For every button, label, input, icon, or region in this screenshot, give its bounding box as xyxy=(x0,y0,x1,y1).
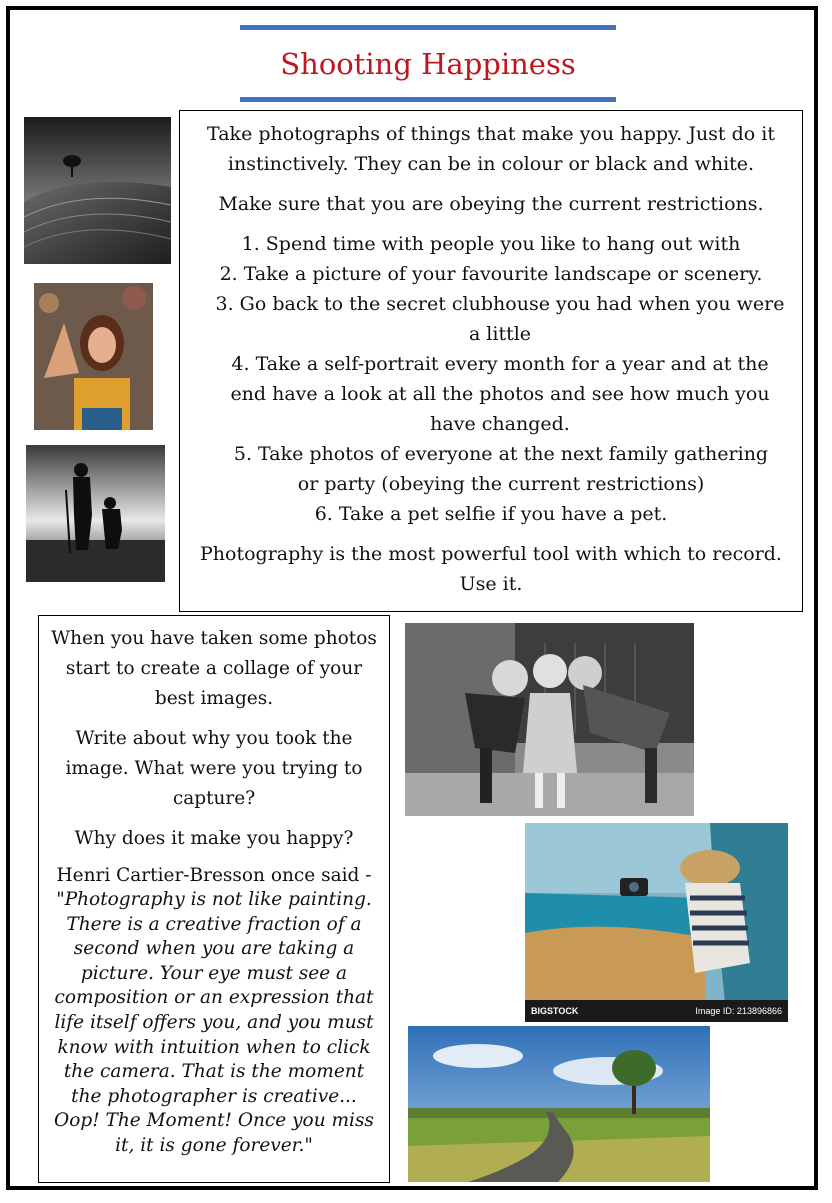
quote-text: "Photography is not like painting. There is a creative fraction of a second when you are taking a picture. Your eye must see a composition or an expression that life itself offers you, and you must know with intuition when to click the camera. That is the moment the photographer is creative... Oop! The Moment! Once you miss it, it is gone forever." xyxy=(54,889,374,1156)
list-item: 3. Go back to the secret clubhouse you had when you were a little xyxy=(215,293,785,345)
why-text: Why does it make you happy? xyxy=(74,828,354,849)
collage-text: When you have taken some photos start to create a collage of your best images. xyxy=(51,628,377,709)
restrictions-text: Make sure that you are obeying the current restrictions. xyxy=(218,193,764,215)
watermark-bar xyxy=(525,1000,788,1022)
list-item: 5. Take photos of everyone at the next family gathering or party (obeying the current restrictions) xyxy=(233,443,769,495)
list-item: 1. Spend time with people you like to hang out with xyxy=(241,233,741,255)
title-rule-bottom xyxy=(240,97,616,102)
title-rule-top xyxy=(240,25,616,30)
photo-woman-car-camera xyxy=(525,823,788,1022)
photo-man-and-child xyxy=(26,445,165,582)
intro-text: Take photographs of things that make you happy. Just do it instinctively. They can be in colour or black and white. xyxy=(207,123,775,175)
write-text: Write about why you took the image. What were you trying to capture? xyxy=(65,728,363,809)
quote-intro: Henri Cartier-Bresson once said - xyxy=(56,865,372,886)
page-title: Shooting Happiness xyxy=(280,47,576,81)
photo-desert-tree xyxy=(24,117,171,264)
list-item: 6. Take a pet selfie if you have a pet. xyxy=(314,503,668,525)
photo-children-kissing xyxy=(405,623,694,816)
watermark-image-id: Image ID: 213896866 xyxy=(695,1006,782,1016)
list-item: 4. Take a self-portrait every month for a year and at the end have a look at all the photos and see how much you have changed. xyxy=(230,353,770,435)
photo-smiling-woman xyxy=(34,283,153,430)
photo-country-road xyxy=(408,1026,710,1182)
list-item: 2. Take a picture of your favourite landscape or scenery. xyxy=(219,263,763,285)
instructions-box xyxy=(179,110,803,612)
collage-box xyxy=(38,615,390,1183)
steps-list xyxy=(188,229,794,529)
closing-text: Photography is the most powerful tool with which to record. Use it. xyxy=(200,543,782,595)
watermark-brand: BIGSTOCK xyxy=(531,1006,579,1016)
